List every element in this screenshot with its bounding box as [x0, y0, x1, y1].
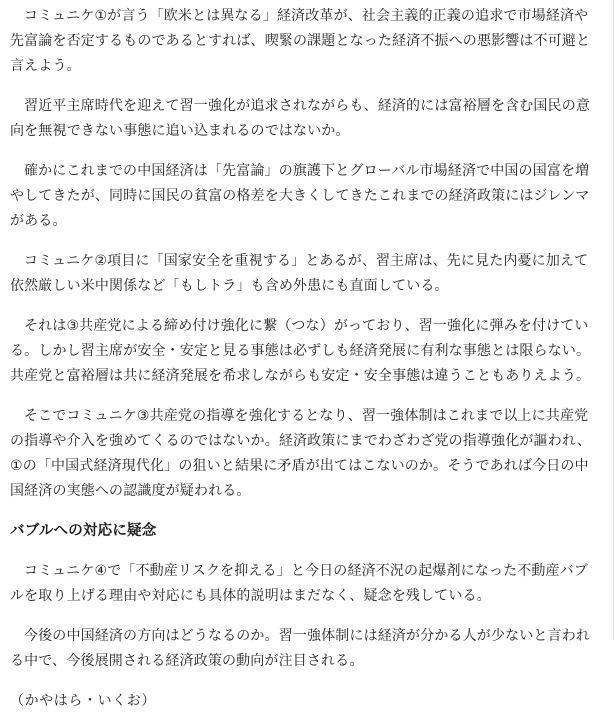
- section-heading: バブルへの対応に疑念: [10, 523, 157, 539]
- author-byline: （かやはら・いくお）: [10, 693, 156, 709]
- article-paragraph: 習近平主席時代を迎えて習一強化が追求されながらも、経済的には富裕層を含む国民の意向を無視できない事態に追い込まれるのではないか。: [10, 98, 590, 139]
- article-paragraph: コミュニケ②項目に「国家安全を重視する」とあるが、習主席は、先に見た内憂に加えて依然厳しい米中関係など「もしトラ」も含め外患にも直面している。: [10, 253, 589, 294]
- article-paragraph: そこでコミュニケ③共産党の指導を強化するとなり、習一強体制はこれまで以上に共産党の指導や介入を強めてくるのではないか。経済政策にまでわざわざ党の指導強化が謳われ、①の「中国式経済現代化」の狙いと結果に矛盾が出てはこないのか。そうであれば今日の中国経済の実態への認識度が疑われる。: [10, 408, 591, 499]
- article-paragraph: 確かにこれまでの中国経済は「先富論」の旗護下とグローバル市場経済で中国の国富を増やしてきたが、同時に国民の貧富の格差を大きくしてきたこれまでの経済政策にはジレンマがある。: [10, 163, 590, 229]
- article-paragraph: コミュニケ④で「不動産リスクを抑える」と今日の経済不況の起爆剤になった不動産バブルを取り上げる理由や対応にも具体的説明はまだなく、疑念を残している。: [10, 563, 588, 604]
- article-paragraph: 今後の中国経済の方向はどうなるのか。習一強体制には経済が分かる人が少ないと言われる中で、今後展開される経済政策の動向が注目される。: [10, 628, 590, 669]
- article-paragraph: それは③共産党による締め付け強化に繋（つな）がっており、習一強化に弾みを付けている。しかし習主席が安全・安定と見る事態は必ずしも経済発展に有利な事態とは限らない。共産党と富裕層は共に経済発展を希求しながらも安定・安全事態は違うこともありえよう。: [10, 318, 591, 384]
- article-paragraph: コミュニケ①が言う「欧米とは異なる」経済改革が、社会主義的正義の追求で市場経済や先富論を否定するものであるとすれば、喫緊の課題となった経済不振への悪影響は不可避と言えよう。: [10, 8, 591, 74]
